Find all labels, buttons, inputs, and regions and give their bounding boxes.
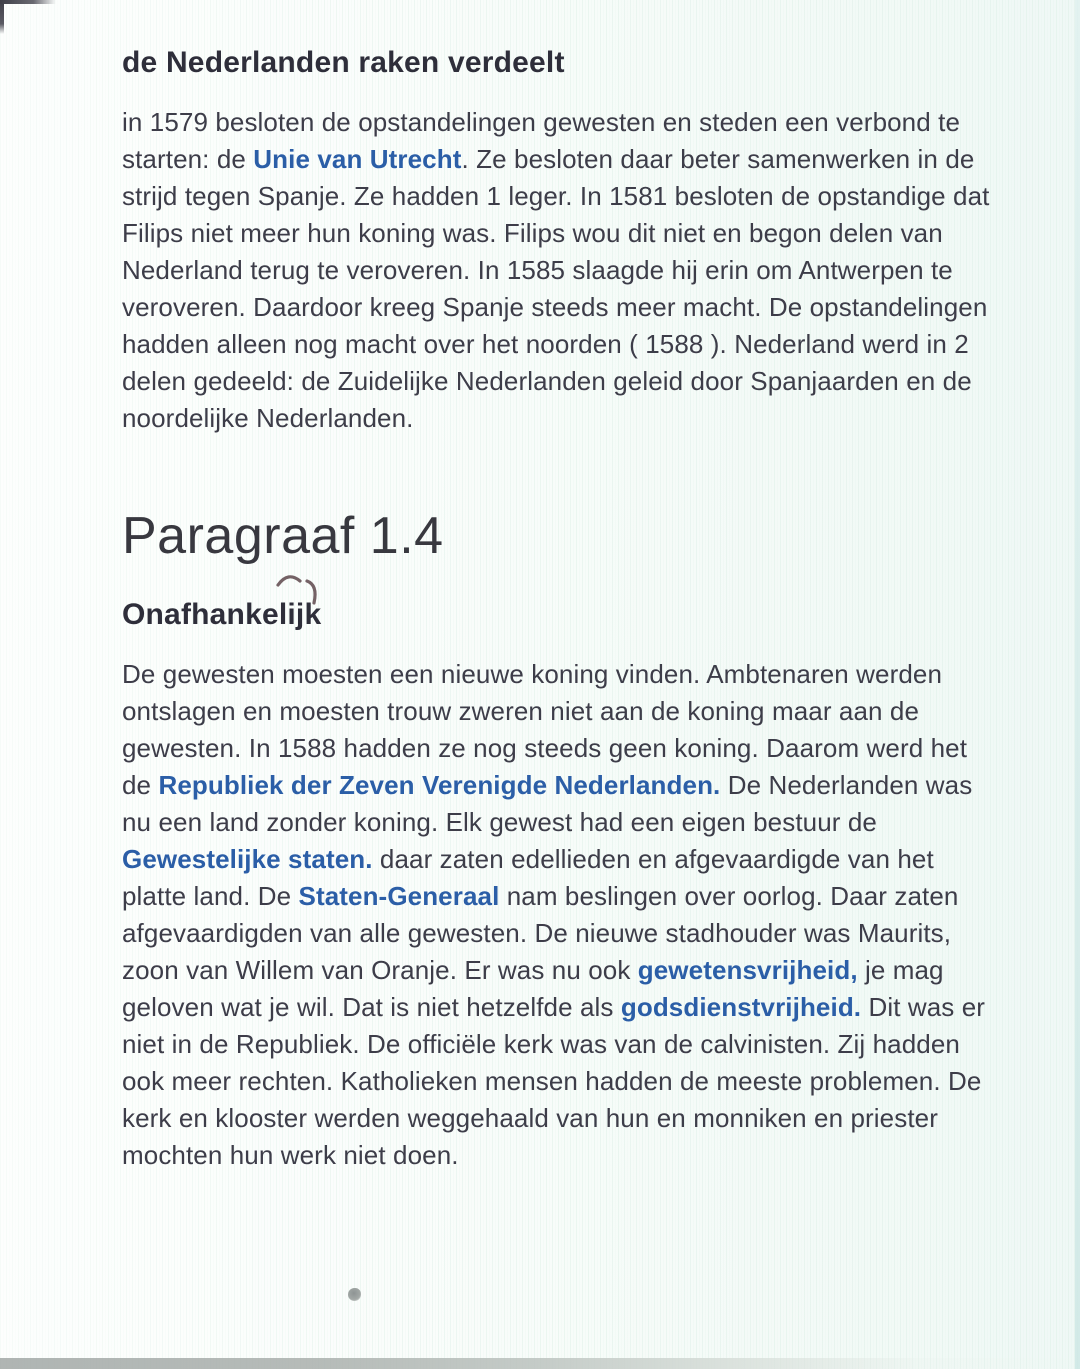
- text-run: De Nederlanden was nu een land zonder koning. Elk gewest had een eigen bestuur de: [122, 769, 973, 837]
- text-run: daar zaten edellieden en afgevaardigde van het platte land. De: [122, 843, 934, 911]
- section-heading-nederlanden-verdeelt: de Nederlanden raken verdeelt: [122, 46, 565, 79]
- text-run: Dit was er niet in de Republiek. De officiële kerk was van de calvinisten. Zij hadden ook meer rechten. Katholieken mensen hadden de meeste problemen. De kerk en klooster werden weggehaald van hun en monniken en priester mochten hun werk niet doen.: [122, 991, 986, 1170]
- scan-edge-corner-horizontal: [0, 0, 56, 4]
- paragraph-onafhankelijk: [122, 656, 1002, 1174]
- keyword-term: gewetensvrijheid,: [637, 954, 858, 985]
- document-content: [122, 46, 1002, 1174]
- handwritten-squiggle-mark: [274, 569, 330, 611]
- ink-speck-dot: [348, 1288, 361, 1301]
- text-run: . Ze besloten daar beter samenwerken in de strijd tegen Spanje. Ze hadden 1 leger. In 1581 besloten de opstandige dat Filips niet meer hun koning was. Filips wou dit niet en begon delen van Nederland terug te veroveren. In 1585 slaagde hij erin om Antwerpen te veroveren. Daardoor kreeg Spanje steeds meer macht. De opstandelingen hadden alleen nog macht over het noorden ( 1588 ). Nederland werd in 2 delen gedeeld: de Zuidelijke Nederlanden geleid door Spanjaarden en de noordelijke Nederlanden.: [122, 143, 990, 433]
- page-title-text: Paragraaf 1.4: [122, 506, 444, 565]
- paragraph-nederlanden-verdeelt: [122, 104, 1002, 437]
- text-run: in 1579 besloten de opstandelingen gewesten en steden een verbond te starten: de: [122, 106, 961, 174]
- scan-edge-streak: [1075, 0, 1080, 1369]
- scan-bottom-edge-band: [0, 1358, 1080, 1369]
- text-run: je mag geloven wat je wil. Dat is niet hetzelfde als: [122, 954, 944, 1022]
- text-run: nam beslingen over oorlog. Daar zaten afgevaardigden van alle gewesten. De nieuwe stadhouder was Maurits, zoon van Willem van Oranje. Er was nu ook: [122, 880, 959, 985]
- scan-edge-corner-vertical: [0, 0, 4, 34]
- page-title-paragraaf-1-4: [122, 507, 1002, 567]
- text-run: De gewesten moesten een nieuwe koning vinden. Ambtenaren werden ontslagen en moesten trouw zweren niet aan de koning maar aan de gewesten. In 1588 hadden ze nog steeds geen koning. Daarom werd het de: [122, 658, 968, 800]
- section-heading-onafhankelijk: Onafhankelijk: [122, 598, 322, 632]
- keyword-term: godsdienstvrijheid.: [620, 991, 862, 1022]
- keyword-term: Staten-Generaal: [298, 880, 500, 911]
- keyword-term: Republiek der Zeven Verenigde Nederlanden.: [158, 769, 721, 800]
- keyword-term: Gewestelijke staten.: [122, 843, 373, 874]
- keyword-term: Unie van Utrecht: [253, 143, 462, 174]
